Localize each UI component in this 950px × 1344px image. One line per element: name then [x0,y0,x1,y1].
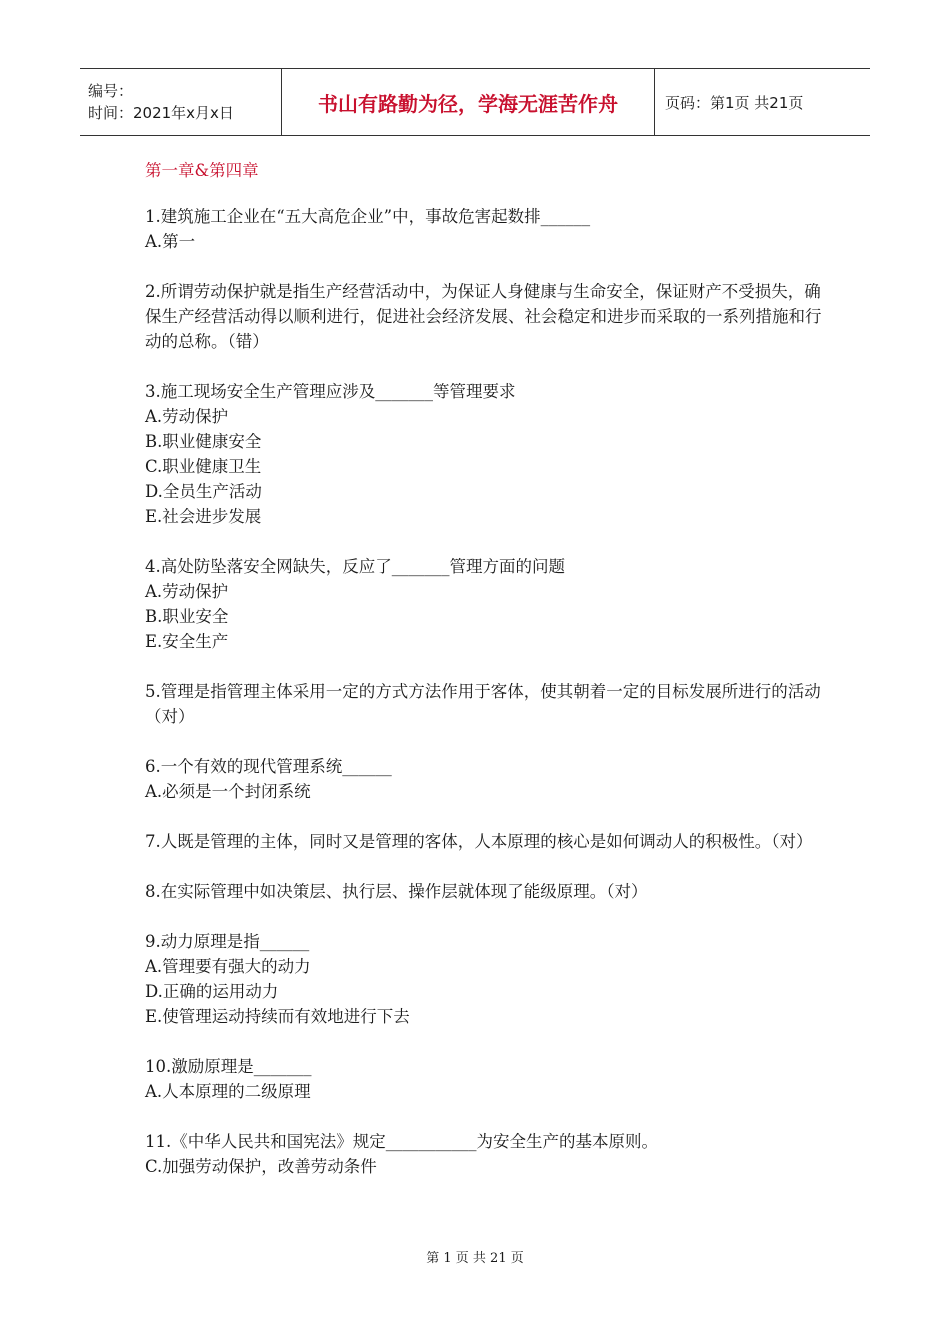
answer-option: D.正确的运用动力 [145,982,279,1001]
page-footer: 第 1 页 共 21 页 [426,1251,524,1266]
question-item [145,1054,825,1104]
answer-option: B.职业健康安全 [145,432,262,451]
question-item [145,279,825,354]
answer-option: A.必须是一个封闭系统 [145,782,311,801]
question-text: 10.激励原理是_______ [145,1057,312,1076]
question-text: 8.在实际管理中如决策层、执行层、操作层就体现了能级原理。（对） [145,882,648,901]
header-left-cell [80,69,281,135]
answer-option: C.职业健康卫生 [145,457,262,476]
question-text: 6.一个有效的现代管理系统______ [145,757,392,776]
question-text: 5.管理是指管理主体采用一定的方式方法作用于客体，使其朝着一定的目标发展所进行的活动（对） [145,682,821,726]
chapter-title: 第一章&第四章 [145,161,259,180]
page-info: 页码：第1页 共21页 [665,93,804,112]
question-item [145,754,825,804]
answer-option: D.全员生产活动 [145,482,262,501]
answer-option: A.劳动保护 [145,582,229,601]
question-item [145,204,825,254]
question-item [145,379,825,529]
answer-option: E.使管理运动持续而有效地进行下去 [145,1007,410,1026]
question-text: 1.建筑施工企业在“五大高危企业”中，事故危害起数排______ [145,207,591,226]
question-item [145,929,825,1029]
header-page-cell [655,69,870,135]
answer-option: A.第一 [145,232,196,251]
question-item [145,679,825,729]
answer-option: A.劳动保护 [145,407,229,426]
answer-option: E.安全生产 [145,632,229,651]
answer-option: A.人本原理的二级原理 [145,1082,311,1101]
question-text: 2.所谓劳动保护就是指生产经营活动中，为保证人身健康与生命安全，保证财产不受损失，确保生产经营活动得以顺利进行，促进社会经济发展、社会稳定和进步而采取的一系列措施和行动的总称。（错） [145,282,822,351]
header-motto-cell [281,69,655,135]
question-text: 9.动力原理是指______ [145,932,310,951]
question-item [145,1129,825,1179]
answer-option: C.加强劳动保护，改善劳动条件 [145,1157,377,1176]
question-text: 11.《中华人民共和国宪法》规定___________为安全生产的基本原则。 [145,1132,658,1151]
answer-option: E.社会进步发展 [145,507,262,526]
motto: 书山有路勤为径，学海无涯苦作舟 [318,91,618,116]
header-table [80,68,870,136]
time-label: 时间：2021年x月x日 [88,104,234,122]
number-label: 编号： [88,82,134,100]
question-item [145,879,825,904]
question-list [145,204,825,1179]
question-text: 4.高处防坠落安全网缺失，反应了_______管理方面的问题 [145,557,565,576]
question-text: 7.人既是管理的主体，同时又是管理的客体，人本原理的核心是如何调动人的积极性。（对） [145,832,813,851]
question-item [145,554,825,654]
question-item [145,829,825,854]
question-text: 3.施工现场安全生产管理应涉及_______等管理要求 [145,382,516,401]
document-body [145,158,825,1204]
answer-option: B.职业安全 [145,607,229,626]
answer-option: A.管理要有强大的动力 [145,957,311,976]
